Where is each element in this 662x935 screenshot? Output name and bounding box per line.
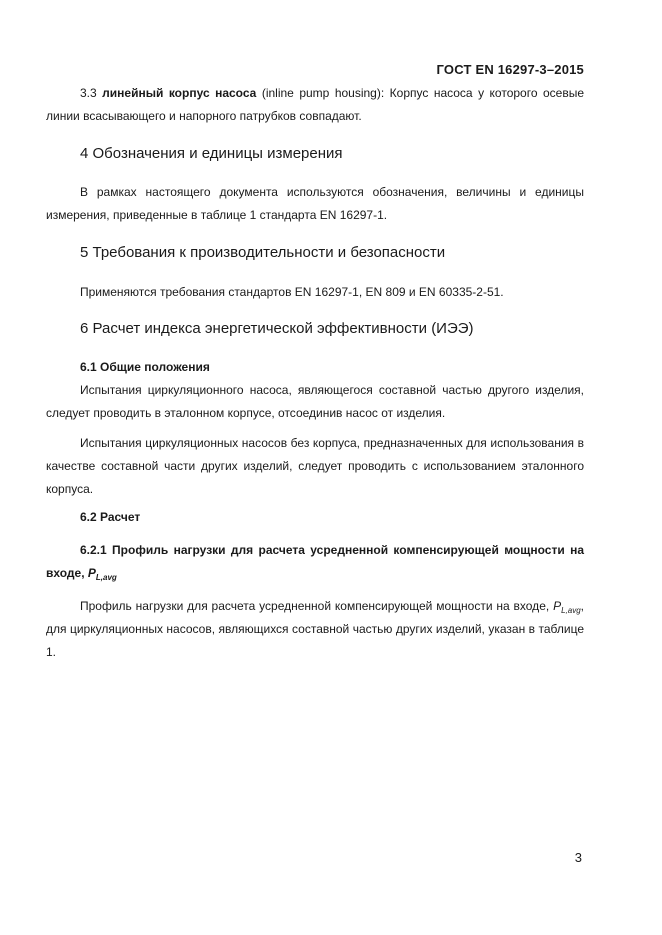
power-symbol-inline: $P_{L,avg}$: [553, 599, 581, 615]
paragraph-text-before: Профиль нагрузки для расчета усредненной компенсирующей мощности на входе,: [80, 599, 550, 613]
section-6-2-1-heading-text: 6.2.1 Профиль нагрузки для расчета усредненной компенсирующей мощности на входе,: [46, 543, 584, 580]
section-6-2-1-heading: [46, 539, 584, 585]
clause-3-3-number: 3.3: [80, 86, 97, 100]
section-6-heading: 6 Расчет индекса энергетической эффективности (ИЭЭ): [80, 320, 474, 337]
section-4-heading: 4 Обозначения и единицы измерения: [80, 145, 343, 162]
page-number: 3: [574, 850, 582, 865]
section-6-1-paragraph-2: Испытания циркуляционных насосов без корпуса, предназначенных для использования в качестве составной части других изделий, следует проводить с использованием эталонного корпуса.: [46, 436, 584, 496]
section-6-1-heading: 6.1 Общие положения: [80, 360, 210, 374]
section-4-text: В рамках настоящего документа используются обозначения, величины и единицы измерения, приведенные в таблице 1 стандарта EN 16297-1.: [46, 185, 584, 222]
section-6-1-paragraph-1: Испытания циркуляционного насоса, являющегося составной частью другого изделия, следует проводить в эталонном корпусе, отсоединив насос от изделия.: [46, 383, 584, 420]
power-symbol: $P_{L,avg}$: [87, 566, 117, 582]
section-5-text: Применяются требования стандартов EN 16297-1, EN 809 и EN 60335-2-51.: [80, 285, 504, 299]
section-5-heading: 5 Требования к производительности и безопасности: [80, 244, 446, 261]
clause-3-3-term: линейный корпус насоса: [102, 86, 257, 100]
section-6-2-heading: 6.2 Расчет: [80, 510, 141, 524]
section-6-2-1-paragraph: [46, 595, 584, 664]
clause-3-3: [46, 82, 584, 128]
document-code: ГОСТ EN 16297-3–2015: [436, 62, 584, 77]
paragraph-text-after: , для циркуляционных насосов, являющихся составной частью других изделий, указан в таблице 1.: [46, 599, 584, 659]
clause-3-3-definition: (inline pump housing): Корпус насоса у которого осевые линии всасывающего и напорного патрубков совпадают.: [46, 86, 585, 123]
